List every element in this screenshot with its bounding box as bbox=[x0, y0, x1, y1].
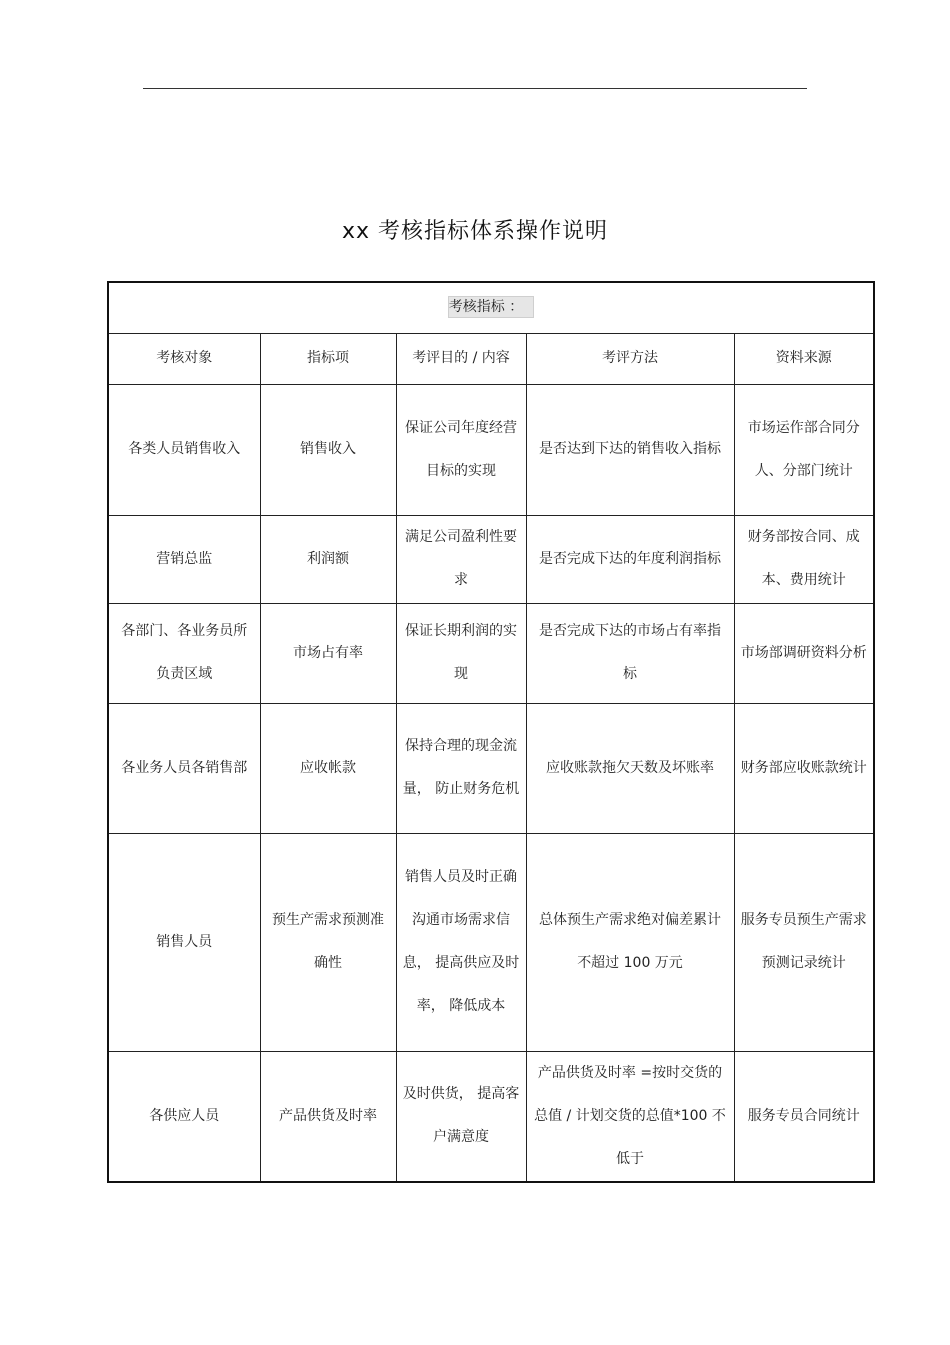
item-cell: 应收帐款 bbox=[260, 703, 396, 833]
purpose-cell: 销售人员及时正确沟通市场需求信息， 提高供应及时率， 降低成本 bbox=[396, 833, 526, 1051]
object-cell: 各部门、各业务员所负责区域 bbox=[108, 603, 260, 703]
source-cell: 服务专员合同统计 bbox=[734, 1051, 874, 1182]
object-cell: 销售人员 bbox=[108, 833, 260, 1051]
table-row bbox=[108, 833, 874, 1051]
header-cell: 考核对象 bbox=[108, 333, 260, 384]
header-cell: 指标项 bbox=[260, 333, 396, 384]
object-cell: 各类人员销售收入 bbox=[108, 384, 260, 515]
method-cell: 是否完成下达的市场占有率指标 bbox=[526, 603, 734, 703]
document-title: xx 考核指标体系操作说明 bbox=[341, 219, 609, 244]
header-cell: 考评目的 / 内容 bbox=[396, 333, 526, 384]
item-cell: 预生产需求预测准确性 bbox=[260, 833, 396, 1051]
table-row bbox=[108, 1051, 874, 1182]
table-row bbox=[108, 603, 874, 703]
object-cell: 各供应人员 bbox=[108, 1051, 260, 1182]
purpose-cell: 保证公司年度经营目标的实现 bbox=[396, 384, 526, 515]
item-cell: 市场占有率 bbox=[260, 603, 396, 703]
table-row bbox=[108, 515, 874, 603]
source-cell: 市场部调研资料分析 bbox=[734, 603, 874, 703]
object-cell: 营销总监 bbox=[108, 515, 260, 603]
object-cell: 各业务人员各销售部 bbox=[108, 703, 260, 833]
method-cell: 是否达到下达的销售收入指标 bbox=[526, 384, 734, 515]
purpose-cell: 保持合理的现金流量， 防止财务危机 bbox=[396, 703, 526, 833]
source-cell: 服务专员预生产需求预测记录统计 bbox=[734, 833, 874, 1051]
item-cell: 产品供货及时率 bbox=[260, 1051, 396, 1182]
method-cell: 产品供货及时率 =按时交货的总值 / 计划交货的总值*100 不低于 bbox=[526, 1051, 734, 1182]
source-cell: 财务部应收账款统计 bbox=[734, 703, 874, 833]
table-label-cell bbox=[108, 282, 874, 333]
item-cell: 利润额 bbox=[260, 515, 396, 603]
table-label: 考核指标 ： bbox=[448, 296, 534, 318]
header-row bbox=[108, 333, 874, 384]
header-cell: 考评方法 bbox=[526, 333, 734, 384]
table-row bbox=[108, 703, 874, 833]
source-cell: 财务部按合同、成本、费用统计 bbox=[734, 515, 874, 603]
method-cell: 是否完成下达的年度利润指标 bbox=[526, 515, 734, 603]
method-cell: 应收账款拖欠天数及坏账率 bbox=[526, 703, 734, 833]
item-cell: 销售收入 bbox=[260, 384, 396, 515]
header-cell: 资料来源 bbox=[734, 333, 874, 384]
purpose-cell: 保证长期利润的实现 bbox=[396, 603, 526, 703]
table-row bbox=[108, 384, 874, 515]
metrics-table bbox=[107, 281, 875, 1183]
purpose-cell: 及时供货， 提高客户满意度 bbox=[396, 1051, 526, 1182]
purpose-cell: 满足公司盈利性要求 bbox=[396, 515, 526, 603]
source-cell: 市场运作部合同分人、分部门统计 bbox=[734, 384, 874, 515]
method-cell: 总体预生产需求绝对偏差累计不超过 100 万元 bbox=[526, 833, 734, 1051]
header-rule bbox=[143, 88, 807, 89]
